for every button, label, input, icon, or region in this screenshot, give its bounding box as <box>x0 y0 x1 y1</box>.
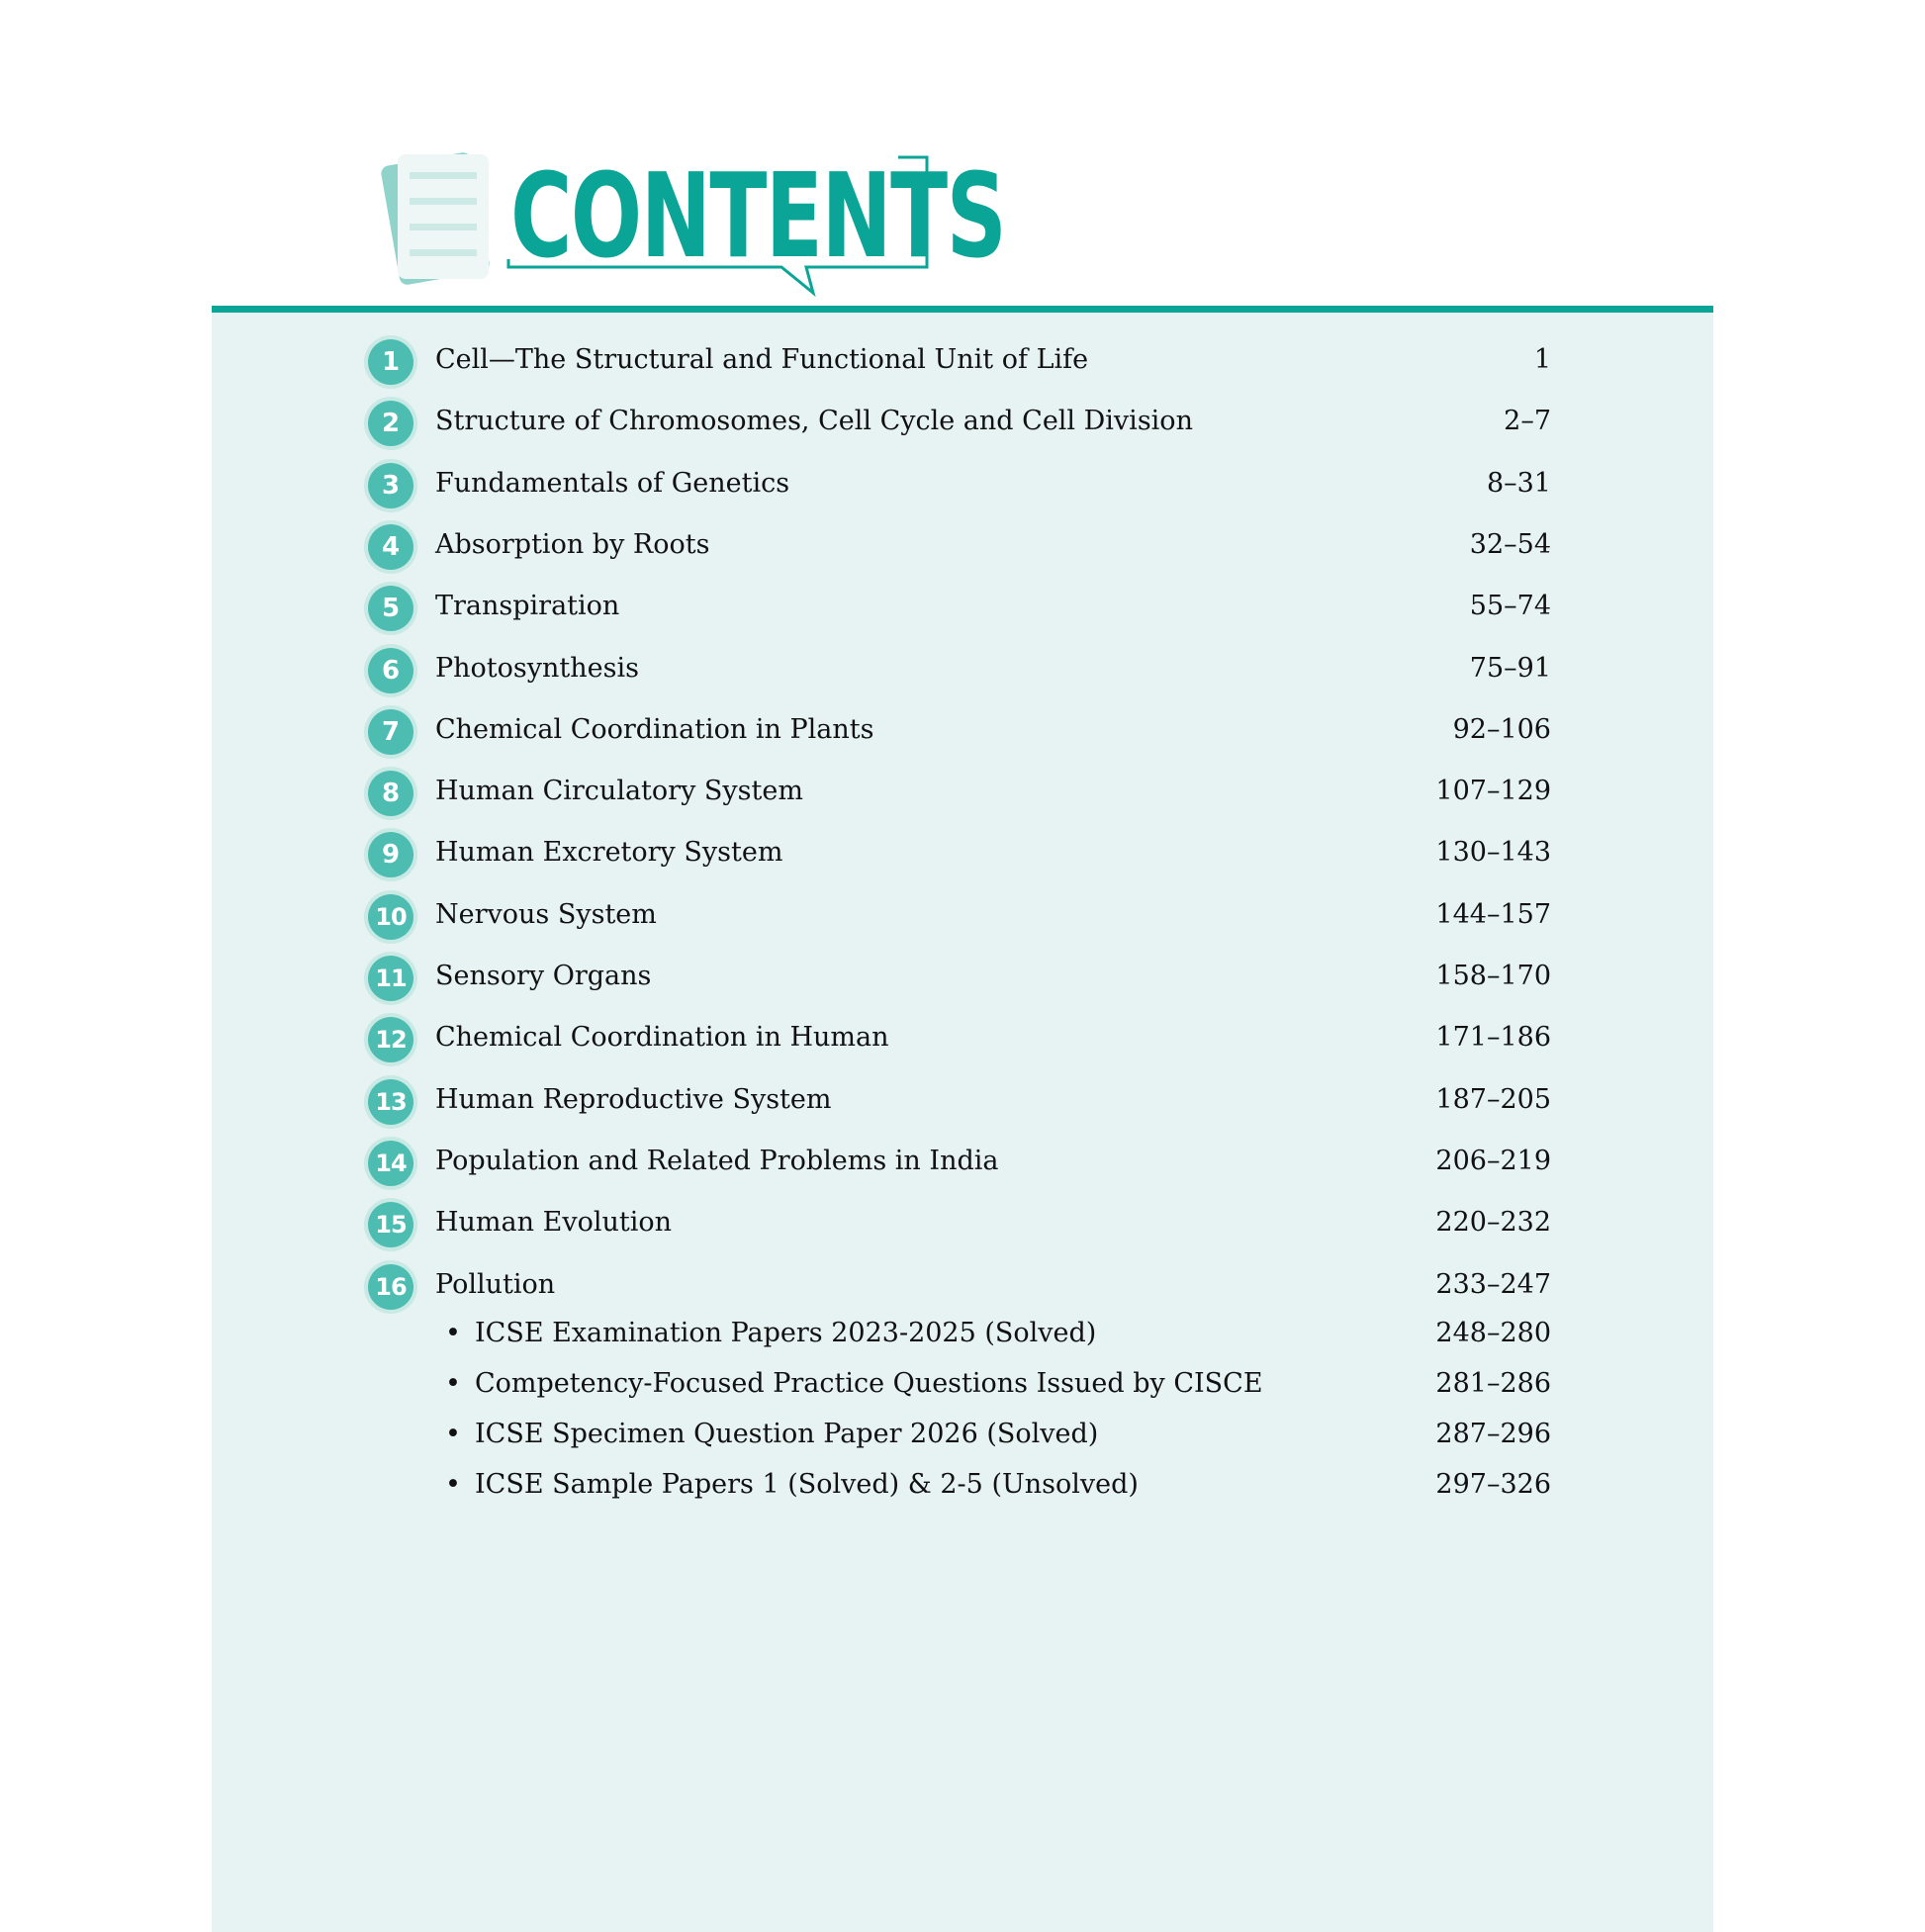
chapter-number-badge: 1 <box>368 339 413 385</box>
toc-chapter-row <box>212 825 1713 884</box>
chapter-title: Nervous System <box>435 898 657 930</box>
chapter-pages: 92–106 <box>1452 713 1551 745</box>
chapter-number-badge: 16 <box>368 1264 413 1310</box>
extra-pages: 287–296 <box>1435 1418 1551 1449</box>
toc-chapter-row <box>212 1072 1713 1132</box>
chapter-number-badge: 2 <box>368 401 413 446</box>
chapter-title: Transpiration <box>435 591 620 622</box>
title-box <box>504 147 1006 284</box>
chapter-title: Structure of Chromosomes, Cell Cycle and Cell Division <box>435 406 1193 437</box>
toc-chapter-row <box>212 1195 1713 1254</box>
extra-title: ICSE Examination Papers 2023-2025 (Solved) <box>475 1317 1097 1348</box>
toc-chapter-row <box>212 517 1713 577</box>
page-title: CONTENTS <box>510 147 1006 284</box>
chapter-number-badge: 4 <box>368 524 413 570</box>
contents-panel <box>212 306 1713 1932</box>
toc-extra-row <box>212 1359 1713 1409</box>
toc-chapter-row <box>212 887 1713 947</box>
toc-chapter-row <box>212 1257 1713 1317</box>
toc-chapter-row <box>212 1010 1713 1069</box>
chapter-title: Human Reproductive System <box>435 1083 832 1115</box>
chapter-title: Sensory Organs <box>435 961 652 991</box>
extra-title: ICSE Sample Papers 1 (Solved) & 2-5 (Unsolved) <box>475 1468 1139 1500</box>
chapter-number-badge: 13 <box>368 1079 413 1125</box>
extra-pages: 281–286 <box>1435 1367 1551 1399</box>
toc-chapter-row <box>212 702 1713 762</box>
chapter-pages: 171–186 <box>1435 1022 1551 1054</box>
extra-title: Competency-Focused Practice Questions Issued by CISCE <box>475 1367 1263 1399</box>
chapter-pages: 187–205 <box>1435 1083 1551 1115</box>
chapter-number-badge: 14 <box>368 1141 413 1186</box>
chapter-pages: 130–143 <box>1435 837 1551 869</box>
chapter-pages: 158–170 <box>1435 961 1551 991</box>
chapter-pages: 8–31 <box>1486 467 1551 499</box>
toc-chapter-row <box>212 394 1713 453</box>
chapter-pages: 233–247 <box>1435 1268 1551 1300</box>
chapter-number-badge: 11 <box>368 956 413 1001</box>
contents-header <box>376 146 1058 295</box>
chapter-number-badge: 5 <box>368 586 413 631</box>
chapter-title: Absorption by Roots <box>435 528 710 560</box>
chapter-number-badge: 8 <box>368 771 413 816</box>
chapter-title: Chemical Coordination in Plants <box>435 713 874 745</box>
toc-chapter-row <box>212 579 1713 638</box>
toc-chapter-row <box>212 949 1713 1008</box>
chapter-pages: 107–129 <box>1435 776 1551 807</box>
toc-chapter-row <box>212 764 1713 823</box>
chapter-title: Population and Related Problems in India <box>435 1145 999 1176</box>
chapter-pages: 55–74 <box>1469 591 1551 622</box>
chapter-pages: 2–7 <box>1504 406 1551 437</box>
bullet-marker: • <box>445 1418 461 1449</box>
chapter-number-badge: 3 <box>368 463 413 508</box>
chapter-title: Cell—The Structural and Functional Unit of Life <box>435 344 1089 375</box>
toc-extra-row <box>212 1309 1713 1358</box>
chapter-title: Fundamentals of Genetics <box>435 467 790 499</box>
chapter-pages: 1 <box>1533 344 1551 375</box>
toc-chapter-row <box>212 456 1713 515</box>
chapter-title: Chemical Coordination in Human <box>435 1022 889 1054</box>
bullet-marker: • <box>445 1367 461 1399</box>
extra-pages: 248–280 <box>1435 1317 1551 1348</box>
extra-title: ICSE Specimen Question Paper 2026 (Solved) <box>475 1418 1099 1449</box>
toc-chapter-row <box>212 332 1713 392</box>
toc-extra-row <box>212 1410 1713 1459</box>
chapter-title: Human Circulatory System <box>435 776 803 807</box>
toc-chapter-row <box>212 641 1713 700</box>
chapter-number-badge: 6 <box>368 648 413 693</box>
chapter-pages: 75–91 <box>1469 652 1551 684</box>
chapter-number-badge: 15 <box>368 1202 413 1247</box>
chapter-number-badge: 10 <box>368 894 413 940</box>
bullet-marker: • <box>445 1317 461 1348</box>
chapter-pages: 144–157 <box>1435 898 1551 930</box>
chapter-title: Human Evolution <box>435 1207 672 1239</box>
toc-chapter-row <box>212 1134 1713 1193</box>
document-icon <box>376 146 504 295</box>
bullet-marker: • <box>445 1468 461 1500</box>
extra-pages: 297–326 <box>1435 1468 1551 1500</box>
chapter-number-badge: 12 <box>368 1017 413 1062</box>
chapter-pages: 32–54 <box>1469 528 1551 560</box>
chapter-title: Human Excretory System <box>435 837 783 869</box>
toc-extra-row <box>212 1460 1713 1510</box>
chapter-number-badge: 7 <box>368 709 413 755</box>
chapter-pages: 206–219 <box>1435 1145 1551 1176</box>
chapter-title: Pollution <box>435 1268 556 1300</box>
chapter-title: Photosynthesis <box>435 652 639 684</box>
chapter-pages: 220–232 <box>1435 1207 1551 1239</box>
chapter-number-badge: 9 <box>368 832 413 877</box>
